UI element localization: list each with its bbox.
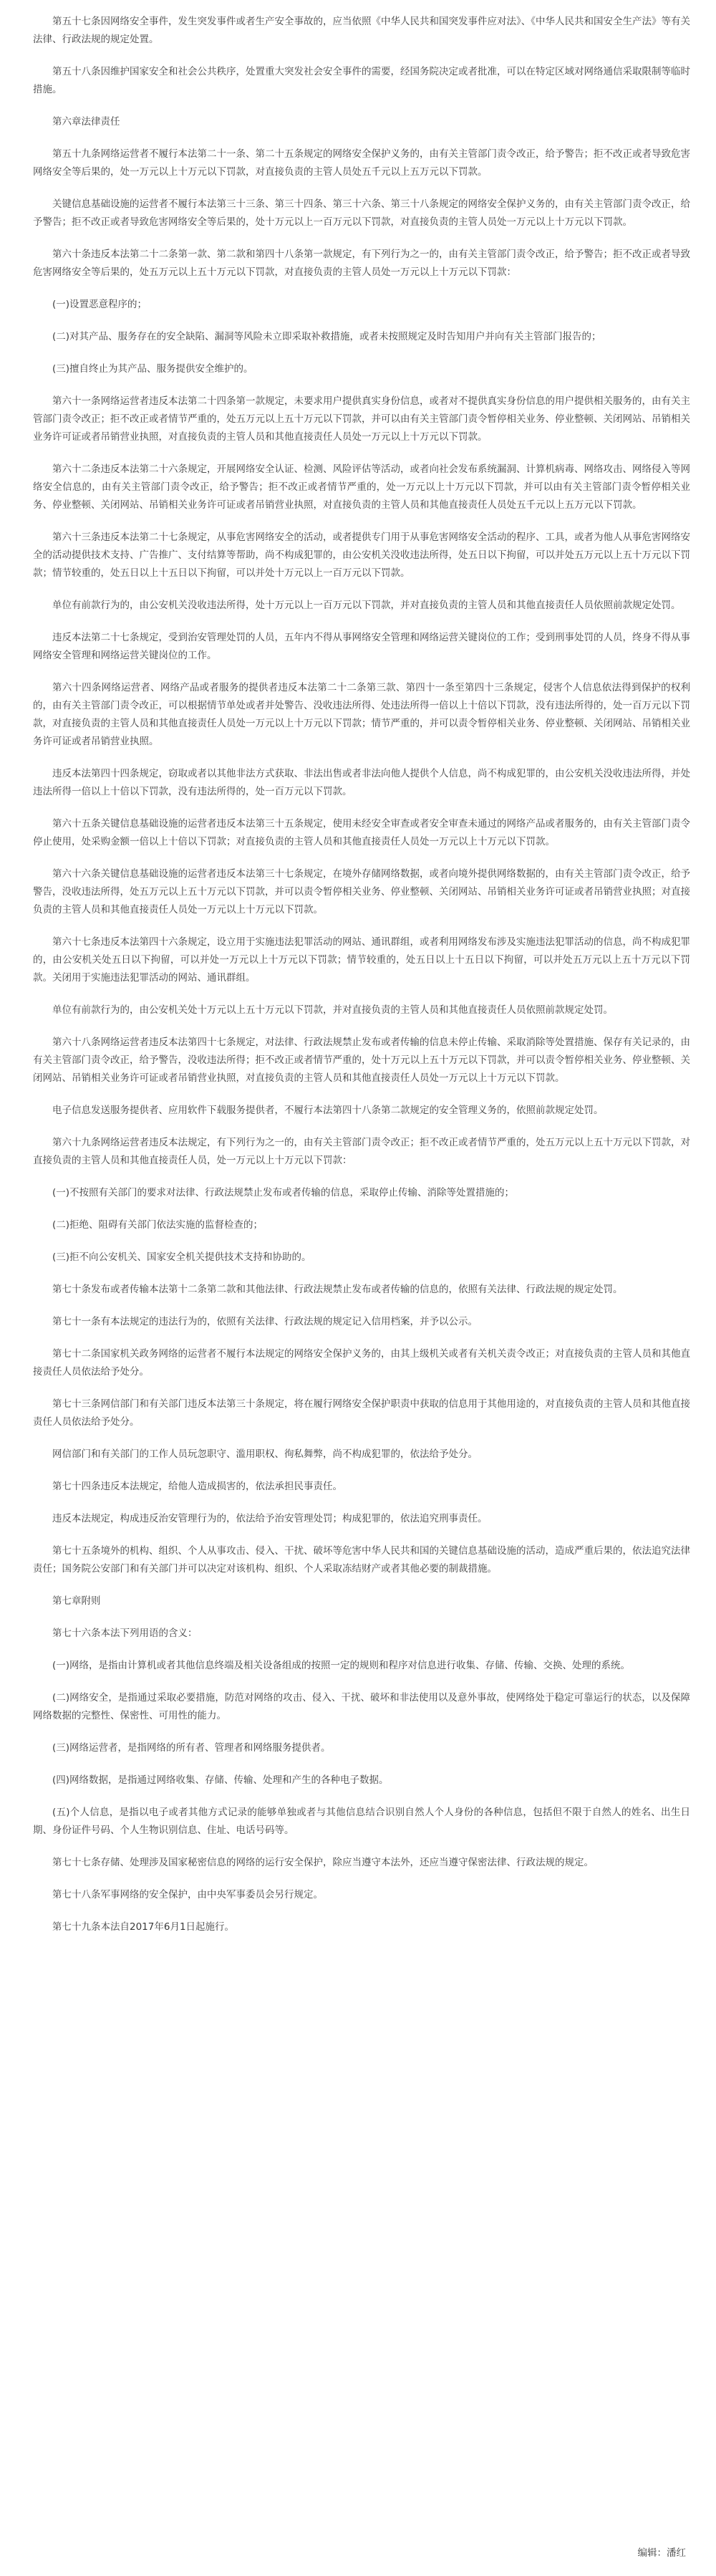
paragraph: 第六十三条违反本法第二十七条规定，从事危害网络安全的活动，或者提供专门用于从事危害网络安全活动的程序、工具，或者为他人从事危害网络安全的活动提供技术支持、广告推广、支付结算等帮助，尚不构成犯罪的，由公安机关没收违法所得，处五日以下拘留，可以并处五万元以上五十万元以下罚款；情节较重的，处五日以上十五日以下拘留，可以并处十万元以上一百万元以下罚款。	[33, 532, 690, 579]
chapter-heading: 第七章附则	[52, 1595, 101, 1607]
list-item: (一)设置恶意程序的；	[52, 299, 147, 310]
paragraph: 单位有前款行为的，由公安机关没收违法所得，处十万元以上一百万元以下罚款，并对直接负责的主管人员和其他直接责任人员依照前款规定处罚。	[52, 600, 681, 611]
paragraph: 电子信息发送服务提供者、应用软件下载服务提供者，不履行本法第四十八条第二款规定的安全管理义务的，依照前款规定处罚。	[52, 1105, 604, 1116]
list-item: (四)网络数据，是指通过网络收集、存储、传输、处理和产生的各种电子数据。	[52, 1774, 389, 1786]
paragraph: 第六十八条网络运营者违反本法第四十七条规定，对法律、行政法规禁止发布或者传输的信息未停止传输、采取消除等处置措施、保存有关记录的，由有关主管部门责令改正，给予警告，没收违法所得；拒不改正或者情节严重的，处十万元以上五十万元以下罚款，并可以责令暂停相关业务、停业整顿、关闭网站、吊销相关业务许可证或者吊销营业执照，对直接负责的主管人员和其他直接责任人员处一万元以上十万元以下罚款。	[33, 1037, 690, 1084]
paragraph: 网信部门和有关部门的工作人员玩忽职守、滥用职权、徇私舞弊，尚不构成犯罪的，依法给予处分。	[52, 1448, 478, 1460]
paragraph: 第七十九条本法自2017年6月1日起施行。	[52, 1921, 235, 1933]
paragraph: 第六十一条网络运营者违反本法第二十四条第一款规定，未要求用户提供真实身份信息，或者对不提供真实身份信息的用户提供相关服务的，由有关主管部门责令改正；拒不改正或者情节严重的，处五万元以上五十万元以下罚款，并可以由有关主管部门责令暂停相关业务、停业整顿、关闭网站、吊销相关业务许可证或者吊销营业执照，对直接负责的主管人员和其他直接责任人员处一万元以上十万元以下罚款。	[33, 395, 690, 443]
paragraph: 第六十五条关键信息基础设施的运营者违反本法第三十五条规定，使用未经安全审查或者安全审查未通过的网络产品或者服务的，由有关主管部门责令停止使用，处采购金额一倍以上十倍以下罚款；对直接负责的主管人员和其他直接责任人员处一万元以上十万元以下罚款。	[33, 818, 690, 847]
editor-credit: 编辑：潘红	[637, 2547, 686, 2559]
paragraph: 关键信息基础设施的运营者不履行本法第三十三条、第三十四条、第三十六条、第三十八条规定的网络安全保护义务的，由有关主管部门责令改正，给予警告；拒不改正或者导致危害网络安全等后果的，处十万元以上一百万元以下罚款，对直接负责的主管人员处一万元以上十万元以下罚款。	[33, 198, 690, 228]
paragraph: 第五十七条因网络安全事件，发生突发事件或者生产安全事故的，应当依照《中华人民共和国突发事件应对法》、《中华人民共和国安全生产法》等有关法律、行政法规的规定处置。	[33, 16, 690, 45]
paragraph: 第五十九条网络运营者不履行本法第二十一条、第二十五条规定的网络安全保护义务的，由有关主管部门责令改正，给予警告；拒不改正或者导致危害网络安全等后果的，处一万元以上十万元以下罚款，对直接负责的主管人员处五千元以上五万元以下罚款。	[33, 148, 690, 178]
list-item: (二)网络安全，是指通过采取必要措施，防范对网络的攻击、侵入、干扰、破坏和非法使用以及意外事故，使网络处于稳定可靠运行的状态，以及保障网络数据的完整性、保密性、可用性的能力。	[33, 1692, 690, 1721]
paragraph: 第五十八条因维护国家安全和社会公共秩序，处置重大突发社会安全事件的需要，经国务院决定或者批准，可以在特定区域对网络通信采取限制等临时措施。	[33, 66, 690, 95]
paragraph: 第六十条违反本法第二十二条第一款、第二款和第四十八条第一款规定，有下列行为之一的，由有关主管部门责令改正，给予警告；拒不改正或者导致危害网络安全等后果的，处五万元以上五十万元以下罚款，对直接负责的主管人员处一万元以上十万元以下罚款：	[33, 249, 690, 278]
paragraph: 违反本法第二十七条规定，受到治安管理处罚的人员，五年内不得从事网络安全管理和网络运营关键岗位的工作；受到刑事处罚的人员，终身不得从事网络安全管理和网络运营关键岗位的工作。	[33, 632, 690, 661]
list-item: (二)对其产品、服务存在的安全缺陷、漏洞等风险未立即采取补救措施，或者未按照规定及时告知用户并向有关主管部门报告的；	[52, 331, 601, 342]
paragraph: 第七十二条国家机关政务网络的运营者不履行本法规定的网络安全保护义务的，由其上级机关或者有关机关责令改正；对直接负责的主管人员和其他直接责任人员依法给予处分。	[33, 1348, 690, 1378]
list-item: (五)个人信息，是指以电子或者其他方式记录的能够单独或者与其他信息结合识别自然人个人身份的各种信息，包括但不限于自然人的姓名、出生日期、身份证件号码、个人生物识别信息、住址、电话号码等。	[33, 1807, 690, 1836]
list-item: (一)不按照有关部门的要求对法律、行政法规禁止发布或者传输的信息，采取停止传输、消除等处置措施的；	[52, 1187, 515, 1198]
list-item: (一)网络，是指由计算机或者其他信息终端及相关设备组成的按照一定的规则和程序对信息进行收集、存储、传输、交换、处理的系统。	[52, 1660, 631, 1671]
paragraph: 第七十条发布或者传输本法第十二条第二款和其他法律、行政法规禁止发布或者传输的信息的，依照有关法律、行政法规的规定处罚。	[52, 1284, 623, 1295]
paragraph: 第六十七条违反本法第四十六条规定，设立用于实施违法犯罪活动的网站、通讯群组，或者利用网络发布涉及实施违法犯罪活动的信息，尚不构成犯罪的，由公安机关处五日以下拘留，可以并处一万元以上十万元以下罚款；情节较重的，处五日以上十五日以下拘留，可以并处五万元以上五十万元以下罚款。关闭用于实施违法犯罪活动的网站、通讯群组。	[33, 936, 690, 984]
list-item: (三)拒不向公安机关、国家安全机关提供技术支持和协助的。	[52, 1251, 311, 1263]
chapter-heading: 第六章法律责任	[52, 116, 120, 128]
list-item: (二)拒绝、阻碍有关部门依法实施的监督检查的；	[52, 1219, 263, 1231]
paragraph: 违反本法规定，构成违反治安管理行为的，依法给予治安管理处罚；构成犯罪的，依法追究刑事责任。	[52, 1513, 488, 1524]
paragraph: 第六十六条关键信息基础设施的运营者违反本法第三十七条规定，在境外存储网络数据，或者向境外提供网络数据的，由有关主管部门责令改正，给予警告，没收违法所得，处五万元以上五十万元以下罚款，并可以责令暂停相关业务、停业整顿、关闭网站、吊销相关业务许可证或者吊销营业执照；对直接负责的主管人员和其他直接责任人员处一万元以上十万元以下罚款。	[33, 868, 690, 915]
paragraph: 第七十八条军事网络的安全保护，由中央军事委员会另行规定。	[52, 1889, 323, 1900]
paragraph: 违反本法第四十四条规定，窃取或者以其他非法方式获取、非法出售或者非法向他人提供个人信息，尚不构成犯罪的，由公安机关没收违法所得，并处违法所得一倍以上十倍以下罚款，没有违法所得的，处一百万元以下罚款。	[33, 768, 690, 797]
paragraph: 第六十九条网络运营者违反本法规定，有下列行为之一的，由有关主管部门责令改正；拒不改正或者情节严重的，处五万元以上五十万元以下罚款，对直接负责的主管人员和其他直接责任人员，处一万元以上十万元以下罚款：	[33, 1137, 690, 1166]
paragraph: 第七十五条境外的机构、组织、个人从事攻击、侵入、干扰、破坏等危害中华人民共和国的关键信息基础设施的活动，造成严重后果的，依法追究法律责任；国务院公安部门和有关部门并可以决定对该机构、组织、个人采取冻结财产或者其他必要的制裁措施。	[33, 1545, 690, 1575]
paragraph: 第七十一条有本法规定的违法行为的，依照有关法律、行政法规的规定记入信用档案，并予以公示。	[52, 1316, 478, 1327]
paragraph: 第七十四条违反本法规定，给他人造成损害的，依法承担民事责任。	[52, 1481, 342, 1492]
paragraph: 第七十六条本法下列用语的含义：	[52, 1628, 198, 1639]
paragraph: 第七十七条存储、处理涉及国家秘密信息的网络的运行安全保护，除应当遵守本法外，还应当遵守保密法律、行政法规的规定。	[52, 1857, 594, 1868]
list-item: (三)擅自终止为其产品、服务提供安全维护的。	[52, 363, 253, 375]
list-item: (三)网络运营者，是指网络的所有者、管理者和网络服务提供者。	[52, 1742, 331, 1754]
paragraph: 单位有前款行为的，由公安机关处十万元以上五十万元以下罚款，并对直接负责的主管人员和其他直接责任人员依照前款规定处罚。	[52, 1004, 613, 1016]
paragraph: 第六十四条网络运营者、网络产品或者服务的提供者违反本法第二十二条第三款、第四十一条至第四十三条规定，侵害个人信息依法得到保护的权利的，由有关主管部门责令改正，可以根据情节单处或者并处警告、没收违法所得、处违法所得一倍以上十倍以下罚款，没有违法所得的，处一百万元以下罚款，对直接负责的主管人员和其他直接责任人员处一万元以上十万元以下罚款；情节严重的，并可以责令暂停相关业务、停业整顿、关闭网站、吊销相关业务许可证或者吊销营业执照。	[33, 682, 690, 747]
paragraph: 第七十三条网信部门和有关部门违反本法第三十条规定，将在履行网络安全保护职责中获取的信息用于其他用途的，对直接负责的主管人员和其他直接责任人员依法给予处分。	[33, 1398, 690, 1428]
paragraph: 第六十二条违反本法第二十六条规定，开展网络安全认证、检测、风险评估等活动，或者向社会发布系统漏洞、计算机病毒、网络攻击、网络侵入等网络安全信息的，由有关主管部门责令改正，给予警告；拒不改正或者情节严重的，处一万元以上十万元以下罚款，并可以由有关主管部门责令暂停相关业务、停业整顿、关闭网站、吊销相关业务许可证或者吊销营业执照，对直接负责的主管人员和其他直接责任人员处五千元以上五万元以下罚款。	[33, 463, 690, 511]
